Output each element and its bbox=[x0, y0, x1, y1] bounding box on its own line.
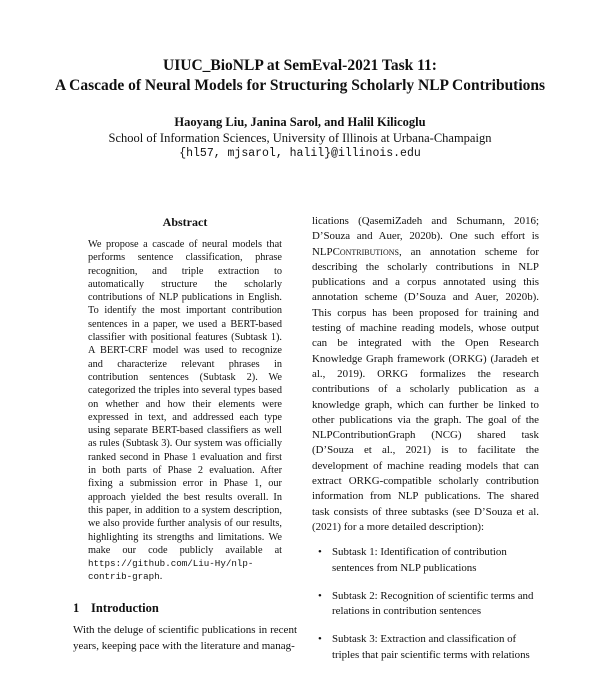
paper-title-line-2: A Cascade of Neural Models for Structuring Scholarly NLP Contributions bbox=[54, 77, 546, 94]
section-number: 1 bbox=[73, 600, 80, 615]
bullet-icon: • bbox=[318, 589, 322, 602]
right-para-start: lications (QasemiZadeh and Schumann, 2016; D’Souza and Auer, 2020b). One such effort is bbox=[312, 215, 539, 243]
introduction-text: With the deluge of scientific publications in recent years, keeping pace with the literature and manag- bbox=[73, 623, 297, 652]
abstract-text bbox=[88, 238, 282, 584]
subtask-item bbox=[312, 545, 539, 576]
subtask-item bbox=[312, 589, 539, 620]
subtask-text: Subtask 3: Extraction and classification of triples that pair scientific terms with relations bbox=[332, 633, 530, 661]
right-column bbox=[312, 214, 539, 676]
subtask-text: Subtask 2: Recognition of scientific terms and relations in contribution sentences bbox=[332, 589, 534, 618]
subtask-list bbox=[312, 545, 539, 663]
code-url-link[interactable]: https://github.com/Liu-Hy/nlp-contrib-graph bbox=[88, 558, 254, 583]
author-affiliation: School of Information Sciences, University of Illinois at Urbana-Champaign bbox=[108, 131, 492, 145]
author-email: {hl57, mjsarol, halil}@illinois.edu bbox=[179, 147, 421, 160]
bullet-icon: • bbox=[318, 546, 322, 559]
left-column bbox=[73, 214, 297, 654]
author-names: Haoyang Liu, Janina Sarol, and Halil Kilicoglu bbox=[174, 115, 426, 129]
dataset-name: NLPContributions bbox=[312, 245, 399, 258]
section-title: Introduction bbox=[91, 600, 159, 615]
paper-title-line-1: UIUC_BioNLP at SemEval-2021 Task 11: bbox=[163, 57, 437, 74]
subtask-item bbox=[312, 632, 539, 663]
abstract-heading: Abstract bbox=[162, 215, 208, 229]
bullet-icon: • bbox=[318, 633, 322, 646]
subtask-text: Subtask 1: Identification of contribution sentences from NLP publications bbox=[332, 546, 507, 574]
right-para-rest: , an annotation scheme for describing the scholarly contributions in NLP publications and a corpus annotated using this annotation scheme (D’Souza and Auer, 2020b). This corpus has been proposed for training and testing of machine reading models, whose output can be integrated with the Open Research Knowledge Graph framework (ORKG) (Jaradeh et al., 2019). ORKG formalizes the research contributions of a scholarly publication as a knowledge graph, which can further be linked to other publications via the graph. The goal of the NLPContributionGraph (NCG) shared task (D’Souza et al., 2021) is to facilitate the development of machine reading models that can extract ORKG-compatible scholarly contribution information from NLP publications. The shared task consists of three subtasks (see D’Souza et al. (2021) for a more detailed description): bbox=[312, 245, 539, 533]
abstract-body: We propose a cascade of neural models that performs sentence classification, phrase recognition, and triple extraction to automatically structure the scholarly contributions of NLP publications in English. To identify the most important contribution sentences in a paper, we used a BERT-based classifier with positional features (Subtask 1). A BERT-CRF model was used to recognize and characterize relevant phrases in contribution sentences (Subtask 2). We categorized the triples into several types based on whether and how their elements were expressed in text, and addressed each type using separate BERT-based classifiers as well as rules (Subtask 3). Our system was officially ranked second in Phase 1 evaluation and first in both parts of Phase 2 evaluation. After fixing a submission error in Phase 1, our approach yielded the best results overall. In this paper, in addition to a system description, we also provide further analysis of our results, highlighting its strengths and limitations. We make our code publicly available at bbox=[88, 239, 282, 556]
abstract-end: . bbox=[159, 571, 163, 583]
right-column-paragraph bbox=[312, 214, 539, 535]
introduction-heading bbox=[73, 600, 297, 616]
paper-header bbox=[0, 56, 600, 162]
